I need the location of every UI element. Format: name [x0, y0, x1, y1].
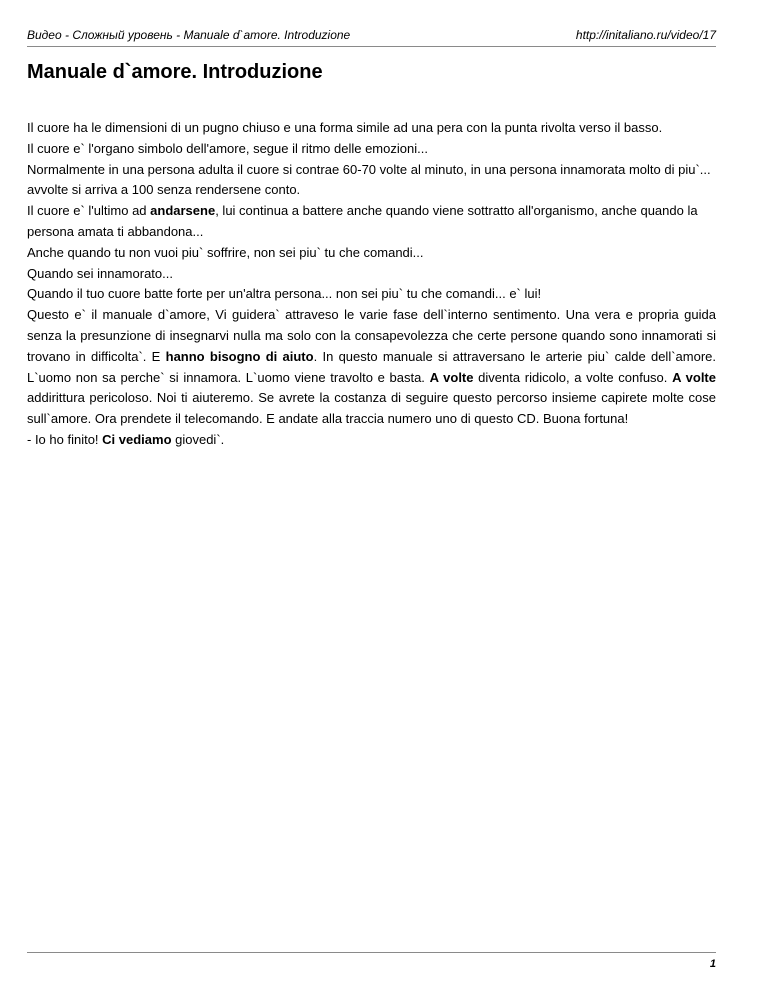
bold-term: andarsene — [150, 203, 216, 219]
paragraph-2: Il cuore e` l'organo simbolo dell'amore, segue il ritmo delle emozioni... — [27, 140, 428, 156]
text-segment: diventa ridicolo, a volte confuso. — [473, 369, 673, 385]
text-segment: , lui continua a battere anche quando viene sottratto all'organismo, anche quando la persona amata ti abbandona... — [27, 203, 698, 239]
header-url[interactable]: http://initaliano.ru/video/17 — [575, 28, 716, 42]
bold-term: hanno bisogno di aiuto — [165, 348, 314, 364]
paragraph-4 — [27, 201, 716, 243]
header-breadcrumb: Видео - Сложный уровень - Manuale d`amore. Introduzione — [27, 28, 351, 42]
text-segment: Il cuore e` l'ultimo ad — [27, 203, 151, 219]
bold-term: A volte — [429, 369, 474, 385]
page-header — [27, 28, 716, 47]
text-segment: addirittura pericoloso. Noi ti aiuteremo. Se avrete la costanza di seguire questo percorso insieme capirete molte cose sull`amore. Ora prendete il telecomando. E andate alla traccia numero uno di questo CD. Buona fortuna! — [27, 390, 716, 427]
paragraph-6: Quando sei innamorato... — [27, 265, 173, 281]
paragraph-7: Quando il tuo cuore batte forte per un'altra persona... non sei piu` tu che comandi... e` lui! — [27, 286, 542, 302]
page-number: 1 — [709, 958, 716, 970]
paragraph-1: Il cuore ha le dimensioni di un pugno chiuso e una forma simile ad una pera con la punta rivolta verso il basso. — [27, 120, 663, 135]
paragraph-3: Normalmente in una persona adulta il cuore si contrae 60-70 volte al minuto, in una persona innamorata molto di piu`... avvolte si arriva a 100 senza rendersene conto. — [27, 161, 711, 198]
paragraph-9 — [27, 430, 716, 451]
text-segment: . In questo manuale si attraversano le arterie piu` calde dell`amore. L`uomo non sa perche` si innamora. L`uomo viene travolto e basta. — [27, 348, 716, 385]
paragraph-5: Anche quando tu non vuoi piu` soffrire, non sei piu` tu che comandi... — [27, 244, 424, 260]
text-segment: - Io ho finito! — [27, 431, 103, 447]
page-footer — [27, 952, 716, 975]
bold-term: Ci vediamo — [102, 431, 172, 447]
article-body — [27, 118, 716, 451]
paragraph-8 — [27, 305, 716, 430]
page-title: Manuale d`amore. Introduzione — [27, 61, 323, 83]
text-segment: Questo e` il manuale d`amore, Vi guidera` attraveso le varie fase dell`interno sentimento. Una vera e propria guida senza la presunzione di insegnarvi nulla ma solo con la consapevolezza che certe persone quando sono innamorati si trovano in difficolta`. E — [27, 307, 716, 364]
text-segment: giovedi`. — [171, 431, 225, 447]
bold-term: A volte — [672, 369, 716, 385]
